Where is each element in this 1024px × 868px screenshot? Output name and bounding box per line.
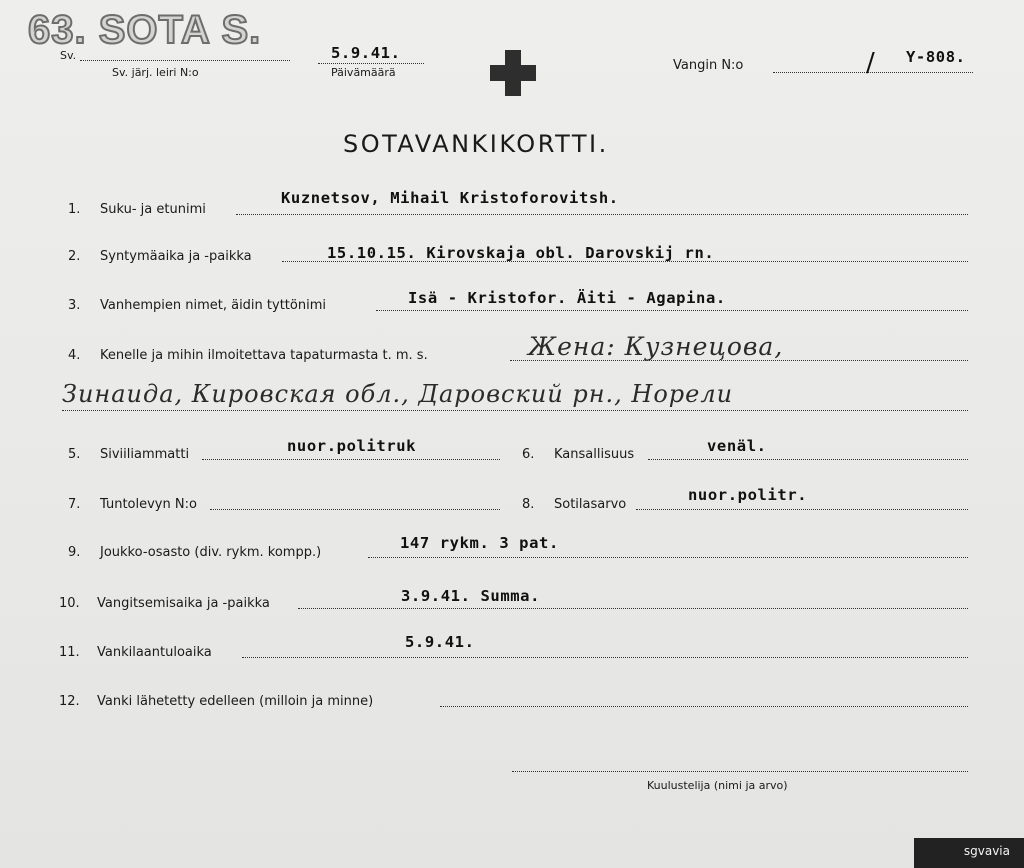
field-11-dotted-line	[242, 657, 968, 658]
watermark: sgvavia	[963, 844, 1010, 858]
field-4-handwritten-value: Жена: Кузнецова,	[528, 332, 784, 361]
field-4-dotted-line-2	[62, 410, 968, 411]
date-value: 5.9.41.	[331, 44, 401, 62]
card-title: SOTAVANKIKORTTI.	[343, 130, 609, 158]
field-10-value: 3.9.41. Summa.	[401, 587, 541, 605]
camp-dotted-line	[80, 60, 290, 61]
camp-caption: Sv. järj. leiri N:o	[112, 66, 199, 79]
field-10-label: Vangitsemisaika ja -paikka	[97, 596, 270, 611]
field-8-dotted-line	[636, 509, 968, 510]
field-3-number: 3.	[68, 298, 81, 313]
sv-prefix: Sv.	[60, 49, 77, 62]
field-11-label: Vankilaantuloaika	[97, 645, 212, 660]
interrogator-caption: Kuulustelija (nimi ja arvo)	[647, 779, 788, 792]
prisoner-number-label: Vangin N:o	[673, 58, 744, 73]
field-12-label: Vanki lähetetty edelleen (milloin ja minne)	[97, 694, 374, 709]
field-7-number: 7.	[68, 497, 81, 512]
field-5-label: Siviiliammatti	[100, 447, 190, 462]
field-11-value: 5.9.41.	[405, 633, 475, 651]
field-3-label: Vanhempien nimet, äidin tyttönimi	[100, 298, 326, 313]
field-1-value: Kuznetsov, Mihail Kristoforovitsh.	[281, 189, 619, 207]
field-6-dotted-line	[648, 459, 968, 460]
date-caption: Päivämäärä	[331, 66, 396, 79]
field-4-number: 4.	[68, 348, 81, 363]
field-10-number: 10.	[59, 596, 80, 611]
field-1-number: 1.	[68, 202, 81, 217]
field-9-label: Joukko-osasto (div. rykm. kompp.)	[100, 545, 322, 560]
prisoner-number-slash: /	[866, 48, 875, 78]
field-10-dotted-line	[298, 608, 968, 609]
field-4-label: Kenelle ja mihin ilmoitettava tapaturmasta t. m. s.	[100, 348, 428, 363]
field-2-value: 15.10.15. Kirovskaja obl. Darovskij rn.	[327, 244, 715, 262]
field-11-number: 11.	[59, 645, 80, 660]
field-6-label: Kansallisuus	[554, 447, 635, 462]
field-7-label: Tuntolevyn N:o	[100, 497, 197, 512]
field-9-number: 9.	[68, 545, 81, 560]
field-7-dotted-line	[210, 509, 500, 510]
date-dotted-line	[318, 63, 424, 64]
field-9-value: 147 rykm. 3 pat.	[400, 534, 559, 552]
red-cross-icon	[490, 50, 536, 96]
stamp-text: 63. SOTA S.	[28, 8, 262, 52]
field-1-label: Suku- ja etunimi	[100, 202, 206, 217]
field-2-number: 2.	[68, 249, 81, 264]
field-3-value: Isä - Kristofor. Äiti - Agapina.	[408, 289, 726, 307]
field-8-value: nuor.politr.	[688, 486, 808, 504]
field-8-label: Sotilasarvo	[554, 497, 627, 512]
field-6-value: venäl.	[707, 437, 767, 455]
field-4-handwritten-value-2: Зинаида, Кировская обл., Даровский рн., Норели	[62, 380, 734, 408]
field-1-dotted-line	[236, 214, 968, 215]
field-5-dotted-line	[202, 459, 500, 460]
field-3-dotted-line	[376, 310, 968, 311]
field-12-dotted-line	[440, 706, 968, 707]
prisoner-number-value: Y-808.	[906, 48, 966, 66]
field-2-label: Syntymäaika ja -paikka	[100, 249, 252, 264]
interrogator-dotted-line	[512, 771, 968, 772]
field-5-value: nuor.politruk	[287, 437, 417, 455]
field-12-number: 12.	[59, 694, 80, 709]
field-9-dotted-line	[368, 557, 968, 558]
field-8-number: 8.	[522, 497, 535, 512]
field-5-number: 5.	[68, 447, 81, 462]
field-6-number: 6.	[522, 447, 535, 462]
